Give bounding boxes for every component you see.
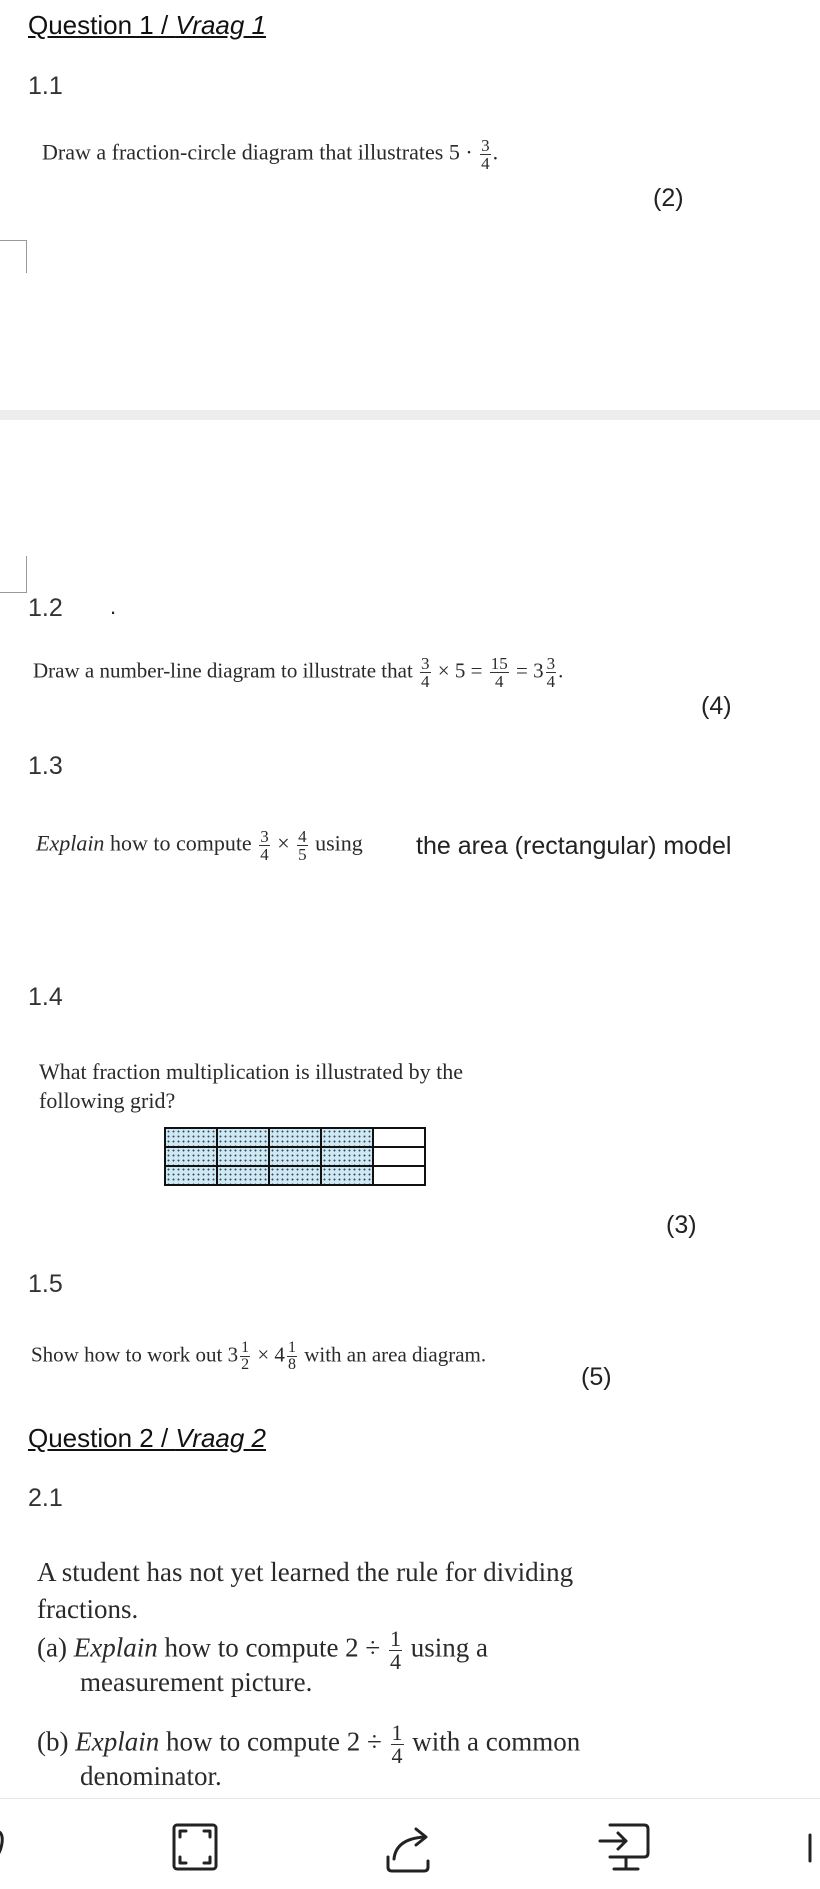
fullscreen-icon <box>168 1817 224 1873</box>
heading-english: Question 2 / <box>28 1423 176 1453</box>
grid-cell-shaded <box>321 1147 373 1166</box>
text: (a) <box>37 1632 74 1663</box>
text: (b) <box>37 1726 76 1757</box>
text-line: fractions. <box>37 1594 139 1624</box>
marks-1-1: (2) <box>653 184 684 212</box>
grid-row <box>165 1166 425 1185</box>
text: Draw a fraction-circle diagram that illustrates 5 · <box>42 139 473 165</box>
text: . <box>558 658 564 683</box>
denominator: 4 <box>546 672 556 691</box>
grid-cell-shaded <box>165 1166 217 1185</box>
text-line: What fraction multiplication is illustrated by the <box>39 1059 464 1084</box>
denominator: 4 <box>391 1743 403 1768</box>
denominator: 4 <box>390 1649 401 1674</box>
grid-cell-shaded <box>217 1166 269 1185</box>
page-separator <box>0 410 820 420</box>
text-line: following grid? <box>39 1088 176 1113</box>
question-1-3-model: the area (rectangular) model <box>416 832 732 860</box>
denominator: 4 <box>481 154 490 173</box>
numerator: 1 <box>241 1339 250 1356</box>
text: × 5 = <box>437 658 483 683</box>
grid-cell <box>373 1166 425 1185</box>
grid-cell-shaded <box>321 1128 373 1147</box>
item-number-1-2: 1.2 <box>28 594 63 622</box>
marks-1-4: (3) <box>666 1211 697 1239</box>
numerator: 1 <box>287 1339 296 1356</box>
numerator: 3 <box>421 654 430 673</box>
item-number-1-1: 1.1 <box>28 72 63 100</box>
text: = 3 <box>515 658 544 683</box>
question-1-heading <box>28 10 266 41</box>
text-italic: Explain <box>75 1726 160 1757</box>
question-1-2-text <box>33 655 563 690</box>
fraction <box>391 1722 404 1767</box>
text: how to compute 2 ÷ <box>157 1632 381 1663</box>
grid-row <box>165 1147 425 1166</box>
numerator: 4 <box>298 827 307 846</box>
grid-cell-shaded <box>217 1128 269 1147</box>
question-1-4-text <box>39 1057 463 1115</box>
text: how to compute 2 ÷ <box>159 1726 382 1757</box>
stray-dot: . <box>110 594 117 619</box>
text: × <box>277 830 290 856</box>
heading-afrikaans: Vraag 1 <box>175 10 267 40</box>
heading-english: Question 1 / <box>28 10 176 40</box>
text: Show how to work out 3 <box>31 1342 239 1367</box>
page-corner-mark <box>0 556 27 593</box>
fraction-grid <box>164 1127 426 1186</box>
denominator: 4 <box>494 672 504 691</box>
grid-cell-shaded <box>269 1147 321 1166</box>
grid-cell-shaded <box>269 1128 321 1147</box>
question-1-3-text <box>36 828 363 863</box>
text: . <box>492 139 499 165</box>
text: using a <box>410 1632 488 1663</box>
denominator: 4 <box>260 845 269 864</box>
question-2-heading <box>28 1423 266 1454</box>
fraction <box>259 828 270 863</box>
more-icon <box>806 1817 820 1873</box>
part-b-line-2: denominator. <box>80 1761 222 1791</box>
grid-cell <box>373 1128 425 1147</box>
bottom-toolbar <box>0 1798 820 1889</box>
marks-1-5: (5) <box>581 1363 612 1391</box>
denominator: 5 <box>298 845 307 864</box>
grid-cell-shaded <box>269 1166 321 1185</box>
denominator: 2 <box>241 1356 250 1373</box>
more-button[interactable] <box>806 1817 820 1873</box>
edit-button[interactable] <box>0 1817 42 1873</box>
page-corner-mark <box>0 240 27 273</box>
share-icon <box>380 1817 440 1877</box>
present-icon <box>596 1817 656 1877</box>
grid-cell-shaded <box>165 1147 217 1166</box>
fraction <box>297 828 308 863</box>
text: with a common <box>412 1726 581 1757</box>
fraction <box>546 655 557 690</box>
text-italic: Explain <box>73 1632 158 1663</box>
grid-cell-shaded <box>321 1166 373 1185</box>
numerator: 3 <box>481 136 490 155</box>
present-button[interactable] <box>596 1817 652 1873</box>
text: × 4 <box>257 1342 285 1367</box>
share-button[interactable] <box>380 1817 436 1873</box>
text: using <box>315 830 363 856</box>
numerator: 3 <box>546 654 556 673</box>
edit-icon <box>0 1817 26 1873</box>
numerator: 15 <box>490 654 508 673</box>
fraction <box>480 137 491 172</box>
fraction <box>389 1628 402 1673</box>
heading-afrikaans: Vraag 2 <box>175 1423 267 1453</box>
numerator: 1 <box>390 1626 401 1651</box>
item-number-1-3: 1.3 <box>28 752 63 780</box>
marks-1-2: (4) <box>701 692 732 720</box>
text-italic: Explain <box>36 830 105 856</box>
fraction <box>420 655 431 690</box>
question-1-1-text <box>42 137 498 172</box>
item-number-1-5: 1.5 <box>28 1270 63 1298</box>
grid-cell <box>373 1147 425 1166</box>
fraction <box>287 1340 297 1373</box>
text: how to compute <box>104 830 252 856</box>
question-1-5-text <box>31 1340 486 1373</box>
grid-cell-shaded <box>217 1147 269 1166</box>
text-line: A student has not yet learned the rule for dividing <box>37 1557 574 1587</box>
numerator: 1 <box>391 1720 403 1745</box>
denominator: 8 <box>287 1356 296 1373</box>
part-a-line-2: measurement picture. <box>80 1667 313 1697</box>
text: with an area diagram. <box>304 1342 487 1367</box>
grid-cell-shaded <box>165 1128 217 1147</box>
fraction <box>490 655 509 690</box>
numerator: 3 <box>260 827 269 846</box>
grid-row <box>165 1128 425 1147</box>
question-2-1-text <box>37 1554 573 1628</box>
item-number-1-4: 1.4 <box>28 983 63 1011</box>
fullscreen-button[interactable] <box>168 1817 224 1873</box>
item-number-2-1: 2.1 <box>28 1484 63 1512</box>
fraction <box>240 1340 250 1373</box>
text: Draw a number-line diagram to illustrate that <box>33 658 413 683</box>
denominator: 4 <box>421 672 430 691</box>
